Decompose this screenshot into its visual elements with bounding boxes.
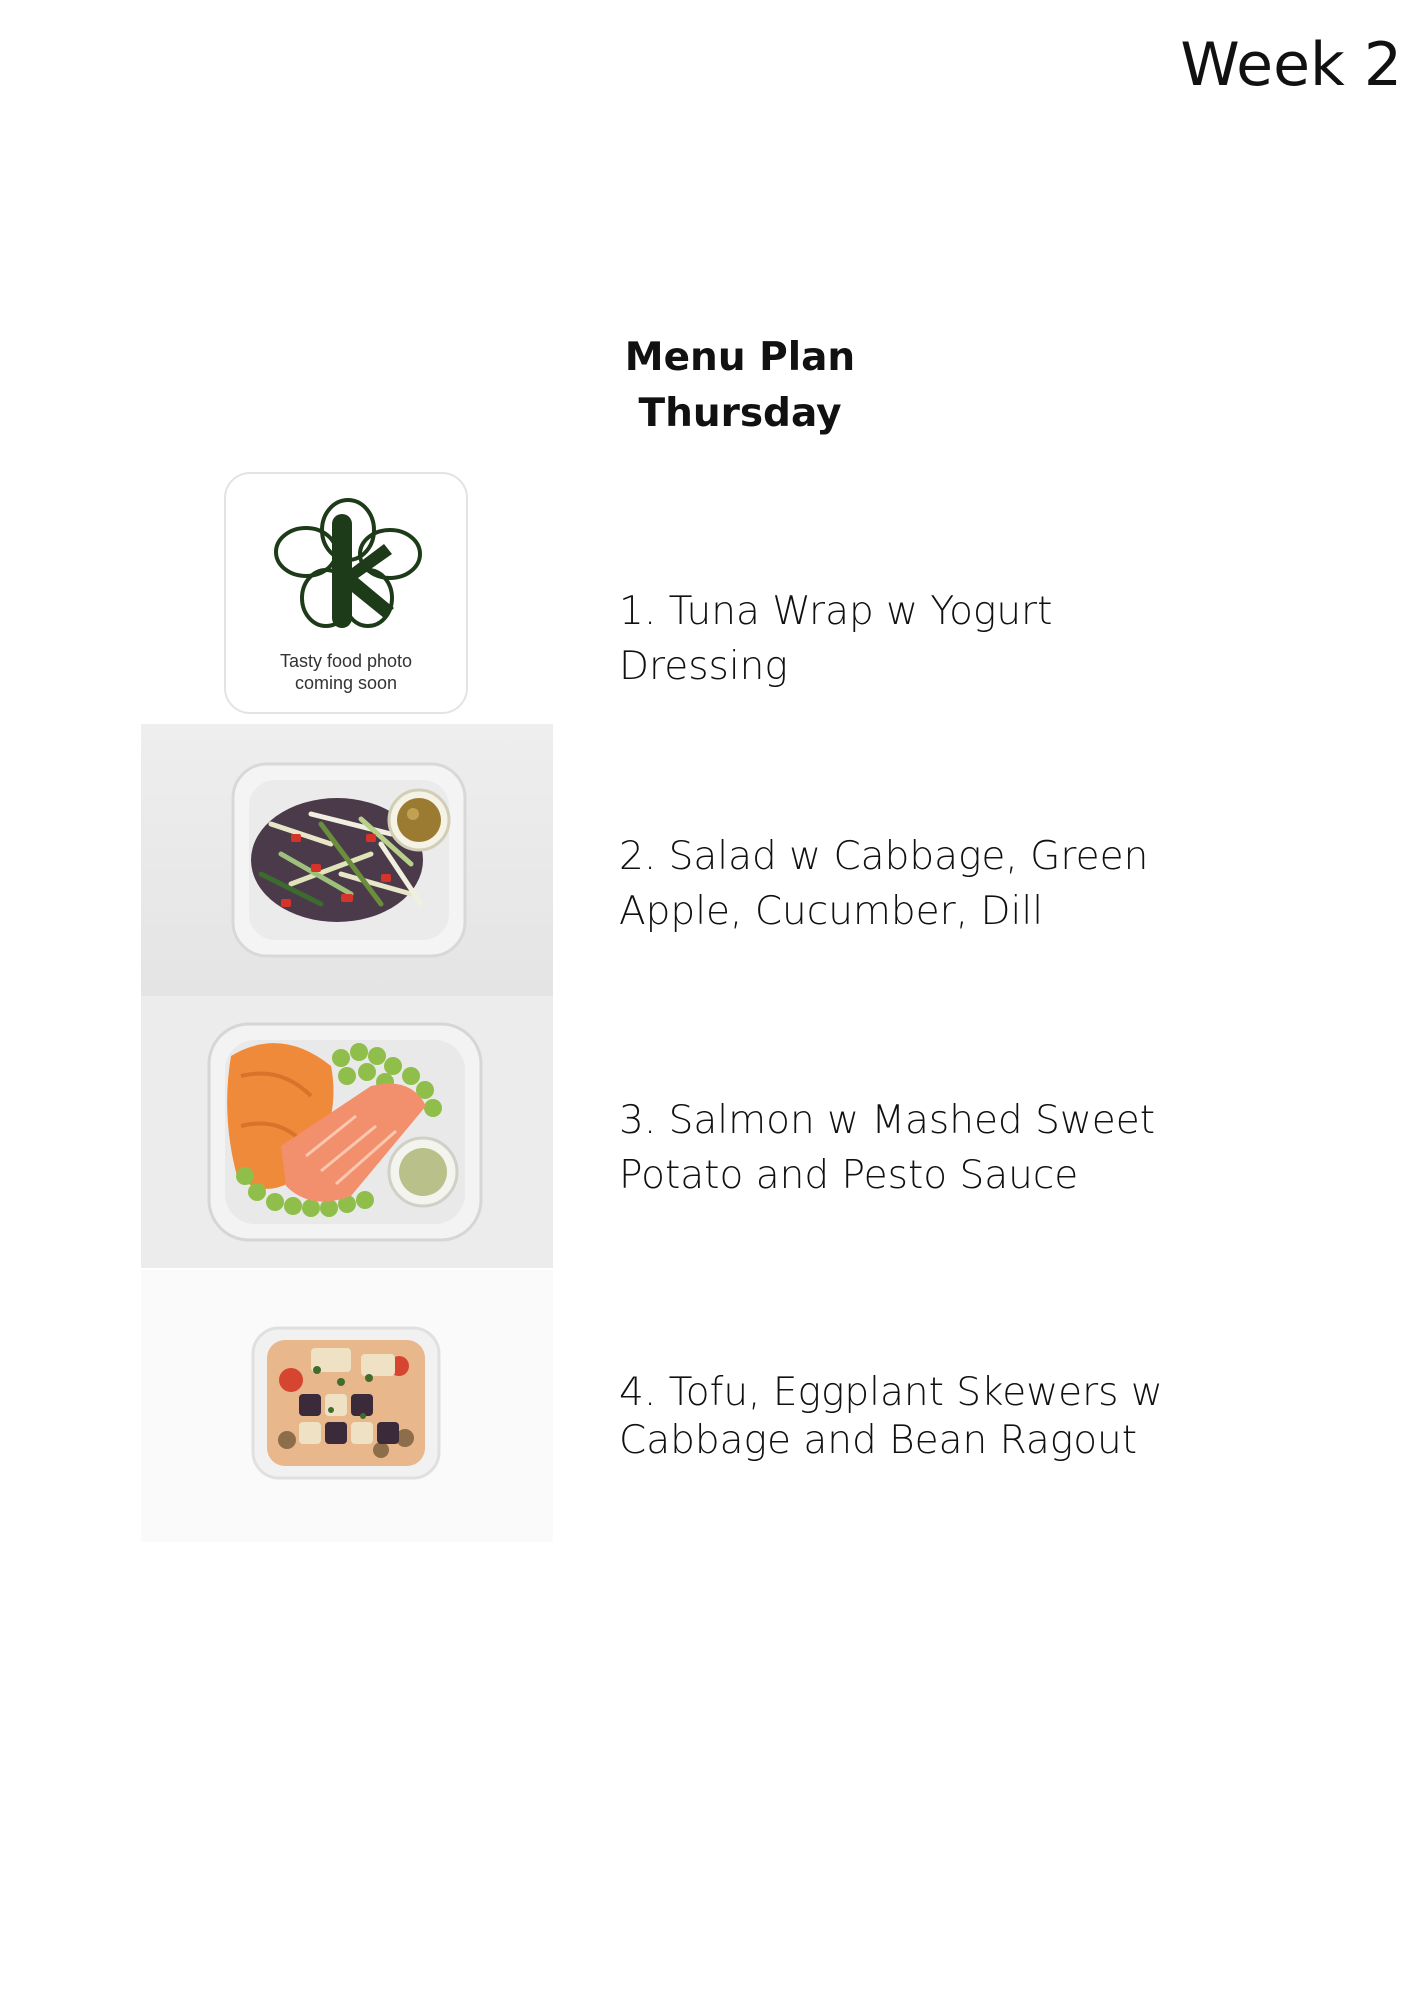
dish-2-line1: 2. Salad w Cabbage, Green (619, 834, 1149, 879)
placeholder-caption (226, 650, 466, 694)
week-label: Week 2 (1180, 30, 1402, 100)
tofu-skewers-photo (141, 1270, 553, 1542)
dish-2-line2: Apple, Cucumber, Dill (619, 889, 1044, 934)
dish-2-text (619, 829, 1259, 939)
dish-3-line1: 3. Salmon w Mashed Sweet (619, 1098, 1156, 1143)
photo-placeholder-card (224, 472, 468, 714)
dish-4-line2: Cabbage and Bean Ragout (619, 1418, 1138, 1463)
salmon-photo (141, 996, 553, 1268)
salad-photo (141, 724, 553, 996)
page-title (560, 330, 920, 442)
dish-4-text (619, 1369, 1259, 1465)
flower-k-logo-icon (226, 474, 470, 644)
title-line-menu-plan: Menu Plan (624, 335, 856, 380)
dish-4-line1: 4. Tofu, Eggplant Skewers w (619, 1370, 1163, 1415)
dish-3-line2: Potato and Pesto Sauce (619, 1153, 1079, 1198)
placeholder-caption-line2: coming soon (294, 673, 398, 693)
title-line-day: Thursday (638, 391, 842, 436)
dish-1-line1: 1. Tuna Wrap w Yogurt (619, 589, 1053, 634)
dish-1-line2: Dressing (619, 644, 788, 689)
dish-1-text (619, 584, 1259, 694)
placeholder-caption-line1: Tasty food photo (279, 651, 413, 671)
dish-3-text (619, 1093, 1259, 1203)
